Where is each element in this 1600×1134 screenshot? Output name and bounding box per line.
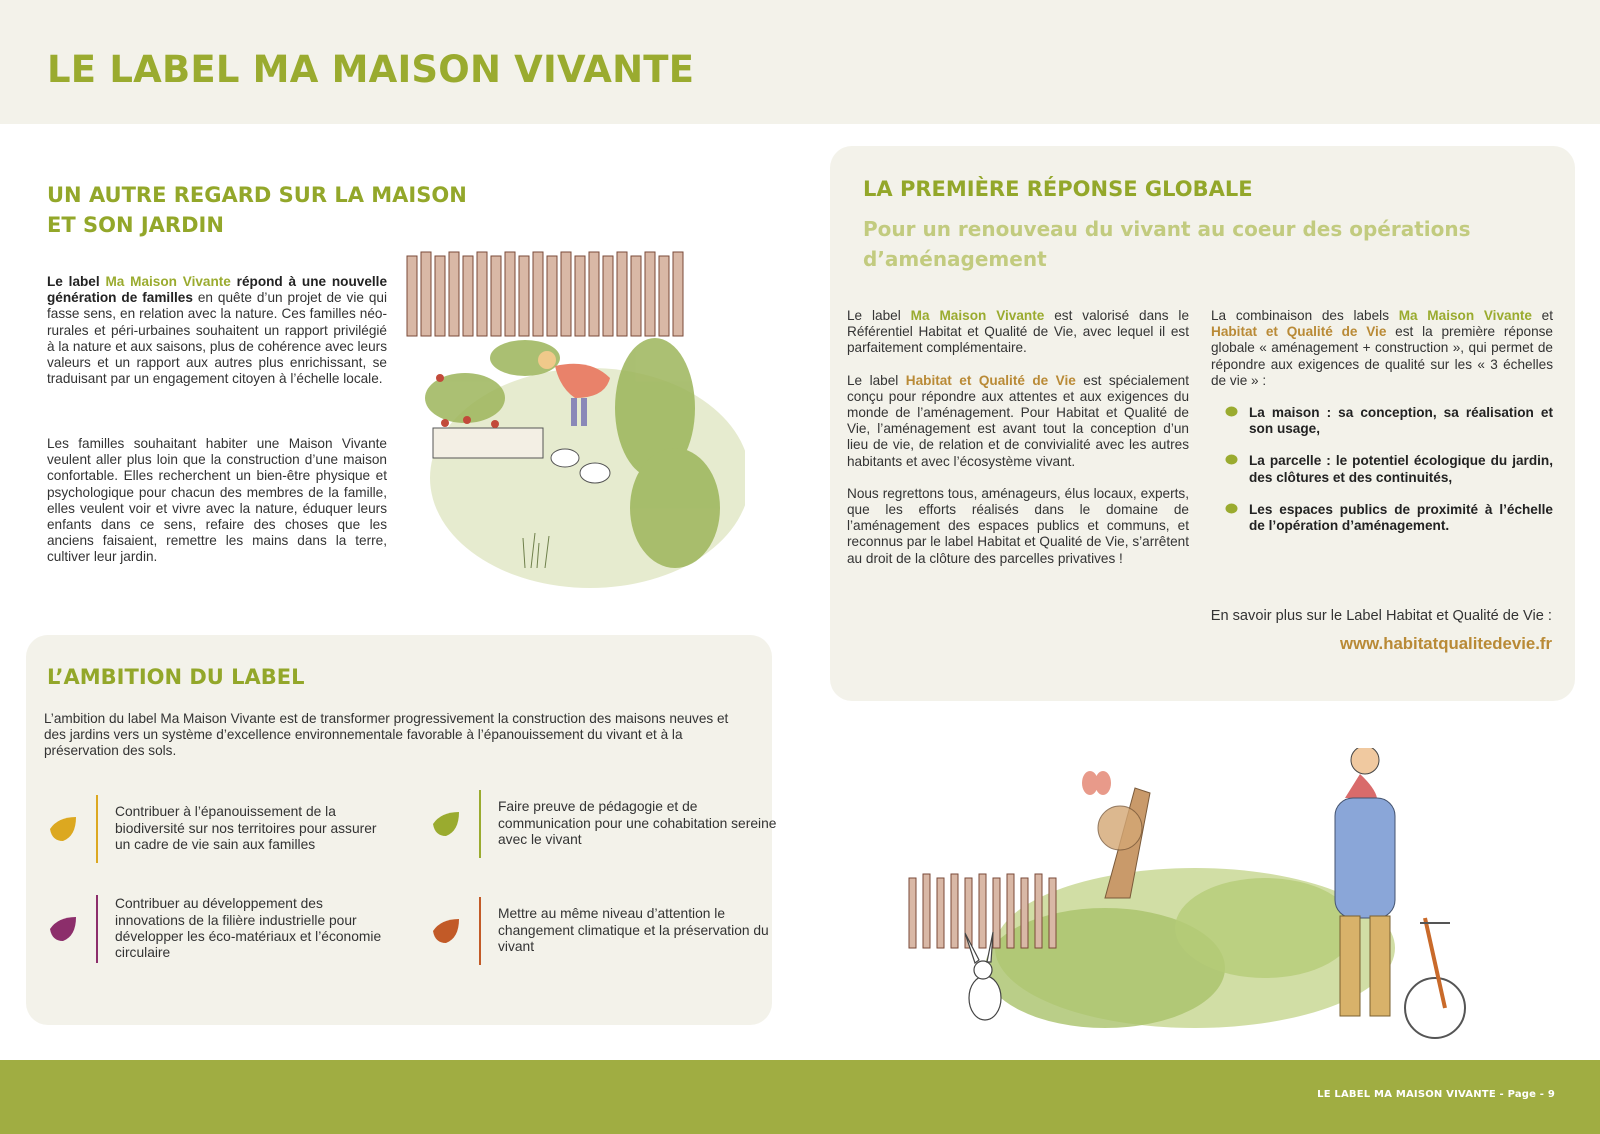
goal-text: Contribuer au développement des innovations de la filière industrielle pour développer les éco-matériaux et l’économie circulaire bbox=[115, 896, 382, 961]
globale-paragraph: Nous regrettons tous, aménageurs, élus locaux, experts, que les efforts réalisés dans le domaine de l’aménagement des espaces publics et communs, et reconnus par le label Habitat et Qualité de Vie, s’arrêtent au droit de la clôture des parcelles privatives ! bbox=[847, 485, 1189, 566]
bullet-leaf-icon bbox=[1225, 406, 1238, 417]
bullet-leaf-icon bbox=[1225, 503, 1238, 514]
globale-column-2 bbox=[1211, 308, 1553, 550]
list-item: La parcelle : le potentiel écologique du jardin, des clôtures et des continuités, bbox=[1211, 453, 1553, 485]
leaf-icon bbox=[431, 916, 461, 946]
goal-divider bbox=[479, 790, 481, 858]
park-illustration bbox=[905, 748, 1505, 1068]
goal-item-biodiversity bbox=[48, 795, 395, 863]
footer-band bbox=[0, 1060, 1600, 1134]
fence-icon bbox=[405, 248, 685, 338]
goal-divider bbox=[479, 897, 481, 965]
leaf-icon bbox=[48, 814, 78, 844]
globale-paragraph: Le label Ma Maison Vivante est valorisé dans le Référentiel Habitat et Qualité de Vie, avec lequel il est parfaitement complémentaire. bbox=[847, 308, 1190, 356]
goal-text: Mettre au même niveau d’attention le changement climatique et la préservation du vivant bbox=[498, 906, 769, 955]
bullet-leaf-icon bbox=[1225, 454, 1238, 465]
goal-text: Contribuer à l’épanouissement de la biodiversité sur nos territoires pour assurer un cadre de vie sain aux familles bbox=[115, 804, 377, 853]
list-item: La maison : sa conception, sa réalisation et son usage, bbox=[1211, 405, 1553, 437]
globale-paragraph: Le label Habitat et Qualité de Vie est spécialement conçu pour répondre aux attentes et aux exigences du monde de l’aménagement. Pour Habitat et Qualité de Vie, l’aménagement est avant tout la conception d’un lieu de vie, de relation et de convivialité avec les autres habitants et avec l’écosystème vivant. bbox=[847, 372, 1189, 469]
ambition-intro: L’ambition du label Ma Maison Vivante est de transformer progressivement la construction des maisons neuves et des jardins vers un système d’excellence environnementale favorable à l’épanouissement du vivant et à la préservation des sols. bbox=[44, 711, 729, 759]
globale-subtitle: Pour un renouveau du vivant au coeur des opérations d’aménagement bbox=[863, 217, 1471, 271]
ambition-title: L’AMBITION DU LABEL bbox=[47, 665, 305, 689]
globale-title: LA PREMIÈRE RÉPONSE GLOBALE bbox=[863, 177, 1253, 201]
section-regard-paragraph-2: Les familles souhaitant habiter une Maison Vivante veulent aller plus loin que la construction d’une maison confortable. Elles recherchent un bien-être physique et psychologique pour chacun des membres de la famille, elles veulent voir et vivre avec la nature, éduquer leurs enfants dans ce sens, refaire des choses que les anciens faisaient, remettre les mains dans la terre, cultiver leur jardin. bbox=[47, 436, 387, 565]
goal-divider bbox=[96, 895, 98, 963]
ambition-card bbox=[26, 635, 777, 1025]
globale-column-1 bbox=[847, 308, 1189, 583]
globale-paragraph: La combinaison des labels Ma Maison Vivante et Habitat et Qualité de Vie est la première réponse globale « aménagement + construction », qui permet de répondre aux exigences de qualité sur les « 3 échelles de vie » : bbox=[1211, 308, 1554, 388]
butterfly-icon bbox=[1082, 771, 1111, 795]
footer-page-label: LE LABEL MA MAISON VIVANTE - Page - 9 bbox=[1317, 1089, 1555, 1100]
goal-item-innovation bbox=[48, 895, 395, 963]
garden-illustration bbox=[405, 248, 745, 593]
more-info-label: En savoir plus sur le Label Habitat et Qualité de Vie : bbox=[1210, 608, 1552, 624]
page-title: LE LABEL MA MAISON VIVANTE bbox=[47, 48, 695, 91]
leaf-icon bbox=[48, 914, 78, 944]
leaf-icon bbox=[431, 809, 461, 839]
goal-item-pedagogy bbox=[431, 790, 778, 858]
globale-card bbox=[830, 146, 1575, 701]
habitat-qualite-link[interactable]: www.habitatqualitedevie.fr bbox=[1340, 634, 1552, 653]
echelles-list bbox=[1211, 405, 1553, 534]
goal-item-climate bbox=[431, 897, 778, 965]
section-regard-paragraph-1: Le label Ma Maison Vivante répond à une nouvelle génération de familles en quête d’un projet de vie qui fasse sens, en relation avec la nature. Ces familles néo-rurales et péri-urbaines souhaitent un rapport privilégié à la nature et aux saisons, plus de cohérence avec leurs valeurs et un rapport aux autres plus enrichissant, se traduisant par un engagement citoyen à l’échelle locale. bbox=[47, 274, 388, 387]
list-item: Les espaces publics de proximité à l’échelle de l’opération d’aménagement. bbox=[1211, 502, 1553, 534]
goal-text: Faire preuve de pédagogie et de communication pour une cohabitation sereine avec le vivant bbox=[498, 799, 777, 848]
goal-divider bbox=[96, 795, 98, 863]
section-regard-title: UN AUTRE REGARD SUR LA MAISON ET SON JARDIN bbox=[47, 183, 467, 237]
cyclist-icon bbox=[1335, 748, 1465, 1038]
